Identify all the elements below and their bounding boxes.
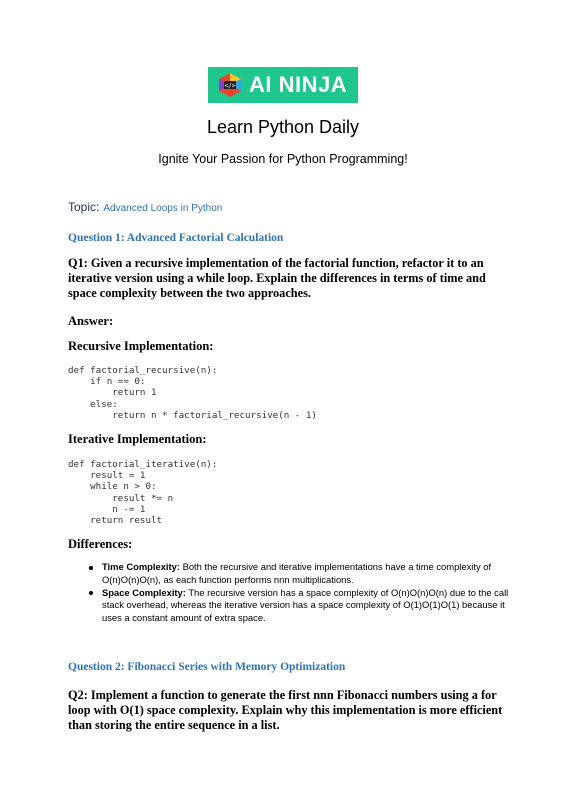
question-2-text: Q2: Implement a function to generate the first nnn Fibonacci numbers using a for loop with O(1) space complexity. Explain why this implementation is more efficient than storing the entire sequence in a list. — [68, 688, 503, 732]
question-2-heading: Question 2: Fibonacci Series with Memory Optimization — [68, 661, 346, 673]
iterative-label: Iterative Implementation: — [68, 432, 207, 446]
topic-line — [68, 200, 222, 214]
differences-list — [86, 561, 526, 625]
difference-term: Space Complexity: — [102, 586, 186, 598]
list-item — [86, 587, 526, 625]
difference-text: The recursive version has a space complexity of O(n)O(n)O(n) due to the call stack overhead, whereas the iterative version has a space complexity of O(1)O(1)O(1) because it uses a constant amount of extra space. — [102, 586, 509, 624]
svg-text:</>: </> — [224, 82, 236, 90]
difference-term: Time Complexity: — [102, 561, 180, 572]
recursive-label: Recursive Implementation: — [68, 339, 214, 353]
differences-label: Differences: — [68, 537, 133, 551]
topic-value: Advanced Loops in Python — [103, 203, 223, 214]
logo-text: AI NINJA — [249, 72, 348, 97]
iterative-code-block: def factorial_iterative(n): result = 1 while n > 0: result *= n n -= 1 return result — [68, 459, 218, 527]
answer-label: Answer: — [68, 314, 114, 328]
ai-ninja-logo — [208, 67, 358, 103]
difference-text: Both the recursive and iterative implementations have a time complexity of O(n)O(n)O(n), as each function performs nnn multiplications. — [102, 561, 492, 585]
page-title: Learn Python Daily — [206, 117, 360, 137]
question-1-heading: Question 1: Advanced Factorial Calculation — [68, 232, 284, 244]
recursive-code-block: def factorial_recursive(n): if n == 0: return 1 else: return n * factorial_recursive(n - 1) — [68, 365, 317, 421]
question-1-text: Q1: Given a recursive implementation of the factorial function, refactor it to an iterative version using a while loop. Explain the differences in terms of time and space complexity between the two approaches. — [68, 256, 486, 300]
list-item — [86, 561, 526, 587]
page-subtitle: Ignite Your Passion for Python Programming! — [158, 152, 408, 166]
topic-label: Topic: — [68, 200, 100, 214]
code-hexagon-icon — [217, 72, 243, 98]
